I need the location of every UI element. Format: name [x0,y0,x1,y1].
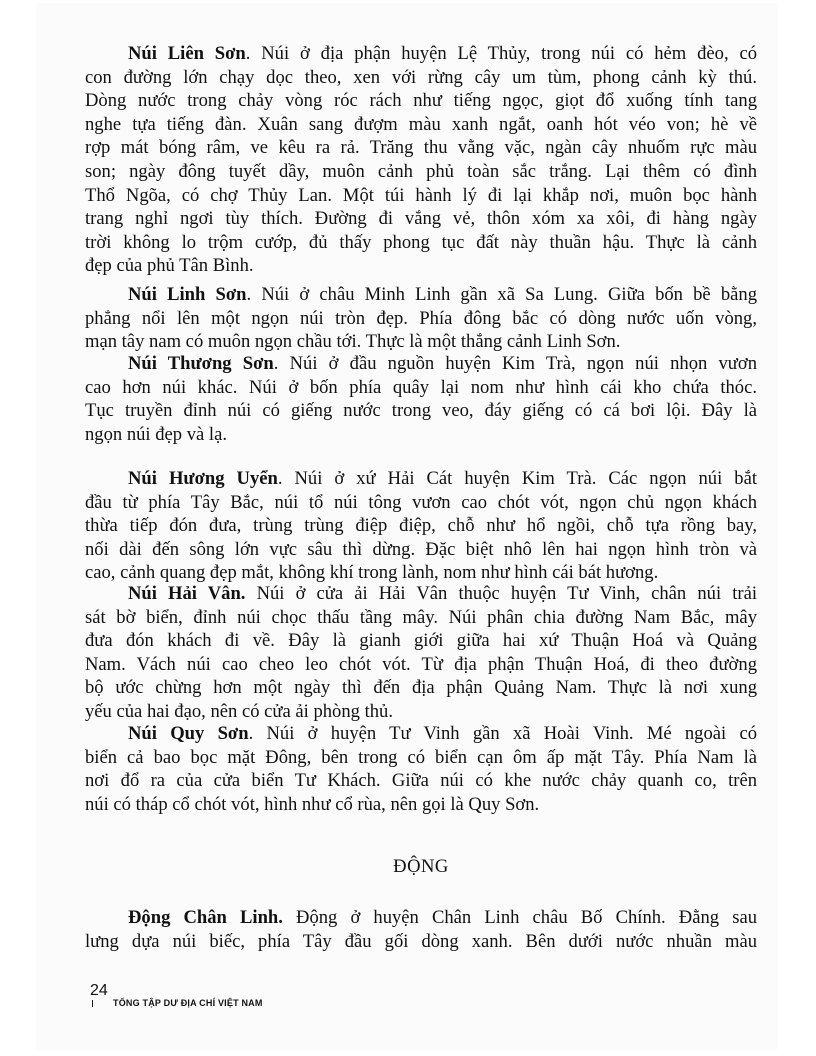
text-line: nối dài đến sông lớn vực sâu thì dừng. Đặc biệt nhô lên hai ngọn hình tròn và [85,538,757,560]
entry-term: Núi Thương Sơn [128,353,274,374]
text-line: Tục truyền đỉnh núi có giếng nước trong veo, đáy giếng có cá bơi lội. Đây là [85,400,757,422]
text-line: mạn tây nam có muôn ngọn chầu tới. Thực là một thắng cảnh Linh Sơn. [85,331,621,353]
footer-divider [92,1000,93,1007]
text-line: Núi Liên Sơn. Núi ở địa phận huyện Lệ Thủy, trong núi có hẻm đèo, có [128,43,757,64]
text-line: trời không lo trộm cướp, đủ thấy phong tục đất này thuần hậu. Thực là cảnh [85,231,757,253]
text-line: yếu của hai đạo, nên có cửa ải phòng thủ. [85,700,393,722]
paragraph-nui-linh-son [85,283,757,354]
paragraph-nui-lien-son [85,42,757,278]
paragraph-nui-hai-van [85,582,757,724]
text-line: đưa đón khách đi về. Đây là gianh giới giữa hai xứ Thuận Hoá và Quảng [85,630,757,652]
text-line: Núi Quy Sơn. Núi ở huyện Tư Vinh gần xã Hoài Vinh. Mé ngoài có [128,723,758,744]
entry-term: Động Chân Linh. [128,907,283,928]
entry-term: Núi Liên Sơn [128,43,246,64]
text-line: Dòng nước trong chảy vòng róc rách như tiếng ngọc, giọt đổ xuống tính tang [85,90,757,112]
text-line: đầu từ phía Tây Bắc, núi tổ núi tông vươn cao chót vót, ngọn chủ ngọn khách [85,491,757,513]
text-line: đẹp của phủ Tân Bình. [85,255,254,277]
text-line: rợp mát bóng râm, ve kêu ra rả. Trăng thu vằng vặc, ngàn cây nhuốm rực màu [85,137,757,159]
entry-term: Núi Hương Uyển [128,468,278,489]
page-number: 24 [90,982,108,999]
text-line: nghe tựa tiếng đàn. Xuân sang đượm màu xanh ngắt, oanh hót véo von; hè về [85,113,757,135]
text-line: nơi đổ ra của cửa biển Tư Khách. Giữa núi có khe nước chảy quanh co, trên [85,770,757,792]
paragraph-nui-thuong-son [85,352,757,446]
text-line: Núi Linh Sơn. Núi ở châu Minh Linh gần xã Sa Lung. Giữa bốn bề bằng [128,284,757,305]
text-line: núi có tháp cổ chót vót, hình như cổ rùa, nên gọi là Quy Sơn. [85,793,540,815]
text-line: Núi Hải Vân. Núi ở cửa ải Hải Vân thuộc huyện Tư Vinh, chân núi trải [128,583,757,604]
text-line: con đường lớn chạy dọc theo, xen với rừng cây um tùm, phong cảnh kỳ thú. [85,66,757,88]
text-line: Thổ Ngõa, có chợ Thủy Lan. Một túi hành lý đi lại khắp nơi, muôn bọc hành [85,184,757,206]
text-line: Núi Thương Sơn. Núi ở đầu nguồn huyện Kim Trà, ngọn núi nhọn vươn [128,353,757,374]
running-footer-title: TỔNG TẬP DƯ ĐỊA CHÍ VIỆT NAM [113,998,263,1008]
paragraph-dong-chan-linh [85,906,757,953]
text-line: phẳng nổi lên một ngọn núi tròn đẹp. Phía đông bắc có dòng nước uốn vòng, [85,307,757,329]
entry-term: Núi Hải Vân. [128,583,246,604]
text-line: biển cả bao bọc mặt Đông, bên trong có biển cạn ôm ấp mặt Tây. Phía Nam là [85,746,757,768]
text-line: Động Chân Linh. Động ở huyện Chân Linh châu Bố Chính. Đằng sau [128,907,757,928]
text-line: trang nghỉ ngơi tùy thích. Đường đi vắng vẻ, thôn xóm xa xôi, đi hàng ngày [85,208,757,230]
text-line: cao, cảnh quang đẹp mắt, không khí trong lành, nom như hình cái bát hương. [85,562,659,584]
text-line: cao hơn núi khác. Núi ở bốn phía quây lại nom như hình cái kho chứa thóc. [85,376,757,398]
text-line: Nam. Vách núi cao cheo leo chót vót. Từ địa phận Thuận Hoá, đi theo đường [85,653,757,675]
paragraph-nui-quy-son [85,722,757,816]
text-line: thừa tiếp đón đưa, trùng trùng điệp điệp, chỗ như hổ ngồi, chỗ tựa rồng bay, [85,515,757,537]
section-heading: ĐỘNG [393,856,449,877]
entry-term: Núi Quy Sơn [128,723,249,744]
paragraph-nui-huong-uyen [85,467,757,585]
text-line: bộ ước chừng hơn một ngày thì đến địa phận Quảng Nam. Thực là nơi xung [85,677,757,699]
text-line: sát bờ biển, đỉnh núi chọc thấu tầng mây. Núi phân chia đường Nam Bắc, mây [85,606,757,628]
text-line: Núi Hương Uyển. Núi ở xứ Hải Cát huyện Kim Trà. Các ngọn núi bắt [128,468,757,489]
text-line: son; ngày đông tuyết dầy, muôn cảnh phủ toàn sắc trắng. Lại thêm có đình [85,160,757,182]
text-line: lưng dựa núi biếc, phía Tây đầu gối dòng xanh. Bên dưới nước nhuần màu [85,930,757,952]
text-line: ngọn núi đẹp và lạ. [85,423,228,445]
entry-term: Núi Linh Sơn [128,284,247,305]
